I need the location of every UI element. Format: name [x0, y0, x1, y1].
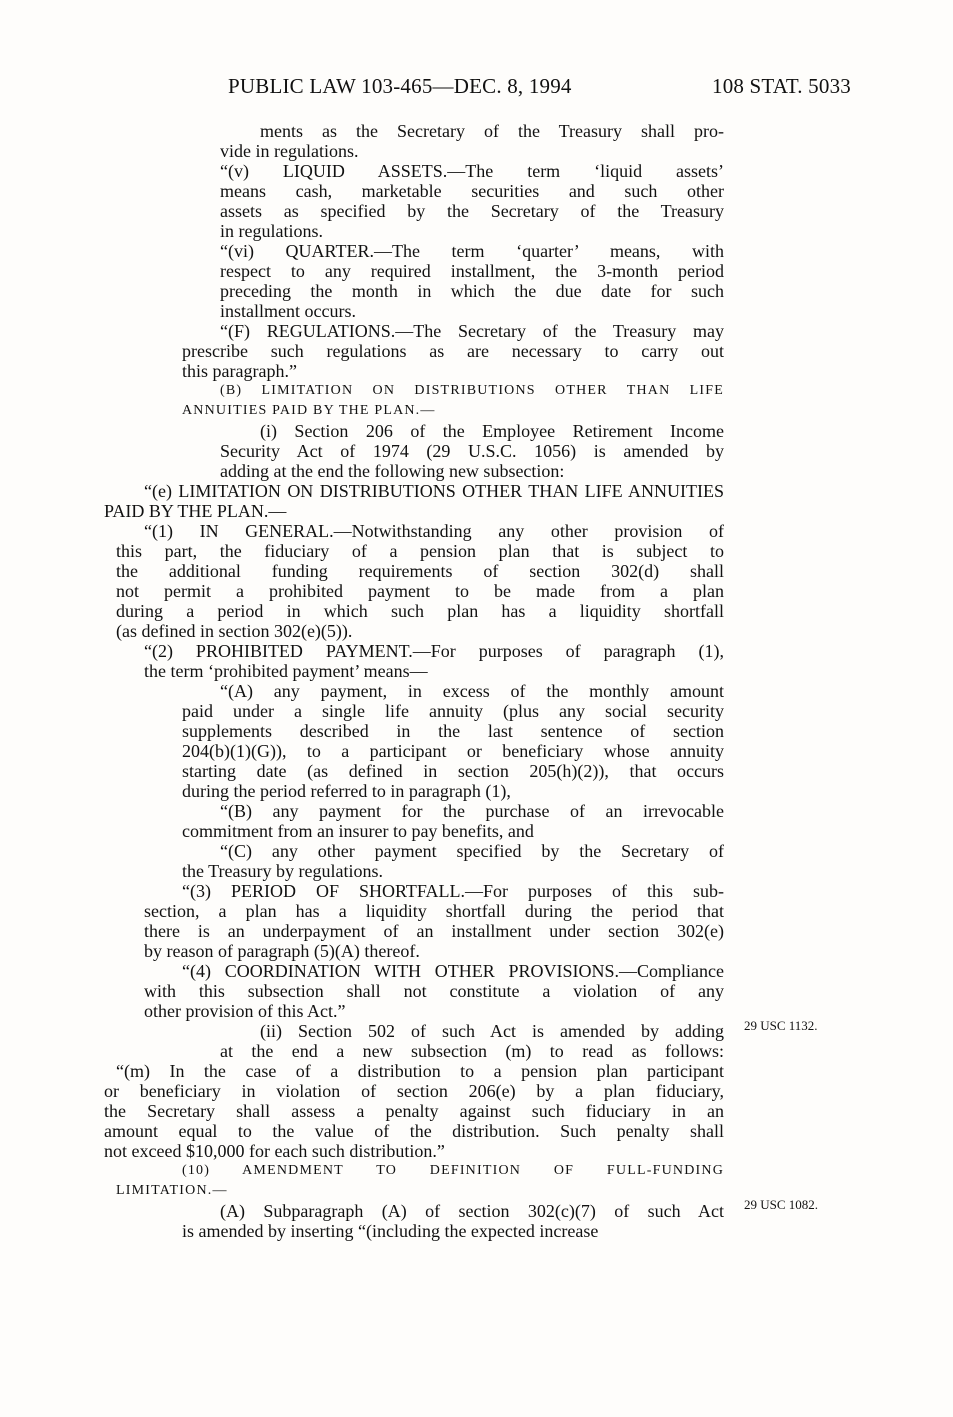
heading-line: (B) LIMITATION ON DISTRIBUTIONS OTHER THAN LIFE	[220, 383, 724, 398]
text-line: (i) Section 206 of the Employee Retirement Income	[260, 421, 724, 441]
text-line: not exceed $10,000 for each such distribution.”	[104, 1141, 445, 1161]
text-line: the additional funding requirements of section 302(d) shall	[116, 561, 724, 581]
text-line: prescribe such regulations as are necessary to carry out	[182, 341, 724, 361]
text-line: section, a plan has a liquidity shortfall during the period that	[144, 901, 724, 921]
text-line: vide in regulations.	[220, 141, 359, 161]
heading-line: ANNUITIES PAID BY THE PLAN.—	[182, 403, 436, 418]
text-line: ments as the Secretary of the Treasury shall pro-	[260, 121, 724, 141]
text-line: during the period referred to in paragraph (1),	[182, 781, 511, 801]
text-line: preceding the month in which the due date for such	[220, 281, 724, 301]
text-line: (ii) Section 502 of such Act is amended by adding	[260, 1021, 724, 1041]
text-line: “(v) LIQUID ASSETS.—The term ‘liquid assets’	[220, 161, 724, 181]
text-line: or beneficiary in violation of section 206(e) by a plan fiduciary,	[104, 1081, 724, 1101]
running-header-stat-page: 108 STAT. 5033	[712, 74, 851, 98]
text-line: the Secretary shall assess a penalty against such fiduciary in an	[104, 1101, 724, 1121]
text-line: “(4) COORDINATION WITH OTHER PROVISIONS.—Compliance	[182, 961, 724, 981]
text-line: “(F) REGULATIONS.—The Secretary of the Treasury may	[220, 321, 724, 341]
text-line: “(3) PERIOD OF SHORTFALL.—For purposes of this sub-	[182, 881, 724, 901]
text-line: supplements described in the last sentence of section	[182, 721, 724, 741]
text-line: there is an underpayment of an installment under section 302(e)	[144, 921, 724, 941]
text-line: starting date (as defined in section 205(h)(2)), that occurs	[182, 761, 724, 781]
text-line: Security Act of 1974 (29 U.S.C. 1056) is amended by	[220, 441, 724, 461]
margin-citation: 29 USC 1132.	[744, 1018, 818, 1033]
text-line: this paragraph.”	[182, 361, 297, 381]
text-line: respect to any required installment, the 3-month period	[220, 261, 724, 281]
running-header-title: PUBLIC LAW 103-465—DEC. 8, 1994	[228, 74, 572, 98]
text-line: other provision of this Act.”	[144, 1001, 346, 1021]
heading-line: (10) AMENDMENT TO DEFINITION OF FULL-FUNDING	[182, 1163, 724, 1178]
text-line: “(vi) QUARTER.—The term ‘quarter’ means, with	[220, 241, 724, 261]
text-line: (as defined in section 302(e)(5)).	[116, 621, 353, 641]
text-line: 204(b)(1)(G)), to a participant or beneficiary whose annuity	[182, 741, 724, 761]
text-line: means cash, marketable securities and such other	[220, 181, 724, 201]
text-line: commitment from an insurer to pay benefits, and	[182, 821, 534, 841]
text-line: during a period in which such plan has a liquidity shortfall	[116, 601, 724, 621]
text-line: “(2) PROHIBITED PAYMENT.—For purposes of paragraph (1),	[144, 641, 724, 661]
text-line: in regulations.	[220, 221, 323, 241]
text-line: PAID BY THE PLAN.—	[104, 501, 287, 521]
statute-text	[104, 121, 724, 1241]
text-line: amount equal to the value of the distribution. Such penalty shall	[104, 1121, 724, 1141]
text-line: the Treasury by regulations.	[182, 861, 383, 881]
text-line: installment occurs.	[220, 301, 356, 321]
text-line: this part, the fiduciary of a pension plan that is subject to	[116, 541, 724, 561]
text-line: “(C) any other payment specified by the Secretary of	[220, 841, 724, 861]
text-line: adding at the end the following new subsection:	[220, 461, 565, 481]
text-line: “(1) IN GENERAL.—Notwithstanding any other provision of	[144, 521, 724, 541]
text-line: by reason of paragraph (5)(A) thereof.	[144, 941, 420, 961]
text-line: not permit a prohibited payment to be made from a plan	[116, 581, 724, 601]
heading-line: LIMITATION.—	[116, 1183, 228, 1198]
text-line: assets as specified by the Secretary of the Treasury	[220, 201, 724, 221]
text-line: “(e) LIMITATION ON DISTRIBUTIONS OTHER THAN LIFE ANNUITIES	[144, 481, 724, 501]
text-line: with this subsection shall not constitute a violation of any	[144, 981, 724, 1001]
margin-citation: 29 USC 1082.	[744, 1197, 819, 1212]
text-line: “(A) any payment, in excess of the monthly amount	[220, 681, 724, 701]
text-line: is amended by inserting “(including the expected increase	[182, 1221, 599, 1241]
text-line: paid under a single life annuity (plus any social security	[182, 701, 724, 721]
text-line: at the end a new subsection (m) to read as follows:	[220, 1041, 724, 1061]
text-line: “(m) In the case of a distribution to a pension plan participant	[116, 1061, 724, 1081]
text-line: “(B) any payment for the purchase of an irrevocable	[220, 801, 724, 821]
text-line: the term ‘prohibited payment’ means—	[144, 661, 428, 681]
text-line: (A) Subparagraph (A) of section 302(c)(7) of such Act	[220, 1201, 724, 1221]
